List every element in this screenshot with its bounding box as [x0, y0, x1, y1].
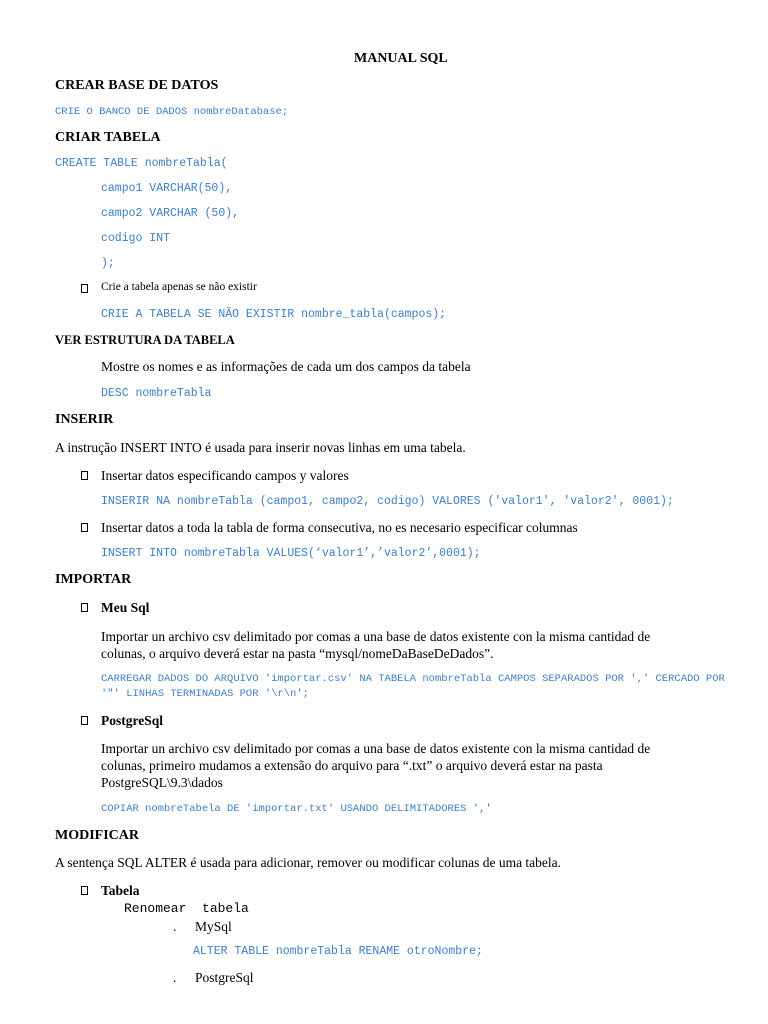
label-meu-sql: Meu Sql: [101, 600, 150, 615]
label-tabela: Tabela: [101, 883, 140, 898]
page-title: MANUAL SQL: [354, 51, 448, 66]
bullet-text-insertar-campos: Insertar datos especificando campos y valores: [101, 468, 349, 483]
code-line: );: [101, 257, 115, 270]
bullet-icon: [81, 716, 88, 725]
heading-crear-base: CREAR BASE DE DATOS: [55, 78, 219, 93]
label-postgresql: PostgreSql: [101, 713, 164, 728]
code-crie-tabela: CRIE A TABELA SE NÃO EXISTIR nombre_tabla(campos);: [101, 308, 447, 321]
text-ver-estrutura: Mostre os nomes e as informações de cada um dos campos da tabela: [101, 359, 471, 374]
bullet-icon: [81, 471, 88, 480]
code-insert-values: INSERT INTO nombreTabla VALUES(‘valor1’,’valor2’,0001);: [101, 547, 481, 560]
text-modificar: A sentença SQL ALTER é usada para adicionar, remover ou modificar colunas de uma tabela.: [55, 855, 562, 870]
code-line: codigo INT: [101, 232, 171, 245]
code-import-mysql: CARREGAR DADOS DO ARQUIVO 'importar.csv' NA TABELA nombreTabla CAMPOS SEPARADOS POR ',' CERCADO POR '"' LINHAS TERMINADAS POR '\r\n';: [101, 673, 725, 700]
code-inserir-campos: INSERIR NA nombreTabla (campo1, campo2, codigo) VALORES ('valor1', 'valor2', 0001);: [101, 495, 674, 508]
bullet-text-insertar-todo: Insertar datos a toda la tabla de forma consecutiva, no es necesario especificar columnas: [101, 520, 578, 535]
text-import-mysql: Importar un archivo csv delimitado por comas a una base de datos existente con la misma cantidad de colunas, o arquivo deverá estar na pasta “mysql/nomeDaBaseDeDados”.: [101, 629, 651, 661]
bullet-icon: [81, 523, 88, 532]
bullet-icon: [81, 886, 88, 895]
code-alter-rename: ALTER TABLE nombreTabla RENAME otroNombre;: [193, 945, 483, 958]
heading-inserir: INSERIR: [55, 412, 114, 427]
code-crear-base: CRIE O BANCO DE DADOS nombreDatabase;: [55, 106, 289, 118]
bullet-icon: [81, 603, 88, 612]
text-inserir: A instrução INSERT INTO é usada para inserir novas linhas em uma tabela.: [55, 440, 466, 455]
list-dot: .: [173, 919, 177, 934]
heading-ver-estrutura: VER ESTRUTURA DA TABELA: [55, 333, 235, 347]
code-desc: DESC nombreTabla: [101, 387, 212, 400]
bullet-icon: [81, 284, 88, 293]
list-dot: .: [173, 970, 177, 985]
code-line: campo2 VARCHAR (50),: [101, 207, 240, 220]
heading-criar-tabela: CRIAR TABELA: [55, 130, 161, 145]
heading-modificar: MODIFICAR: [55, 828, 139, 843]
bullet-text-crie: Crie a tabela apenas se não existir: [101, 281, 257, 293]
label-postgresql-alter: PostgreSql: [195, 970, 254, 985]
code-line: campo1 VARCHAR(50),: [101, 182, 233, 195]
code-line: CREATE TABLE nombreTabla(: [55, 157, 228, 170]
label-renomear-tabela: Renomear tabela: [124, 901, 249, 916]
label-mysql: MySql: [195, 919, 232, 934]
heading-importar: IMPORTAR: [55, 572, 132, 587]
text-import-postgresql: Importar un archivo csv delimitado por comas a una base de datos existente con la misma cantidad de colunas, primeiro mudamos a extensão do arquivo para “.txt” o arquivo deverá estar na pasta PostgreSQL\9.3\dados: [101, 741, 651, 790]
code-import-postgresql: COPIAR nombreTabela DE 'importar.txt' USANDO DELIMITADORES ',': [101, 803, 492, 815]
